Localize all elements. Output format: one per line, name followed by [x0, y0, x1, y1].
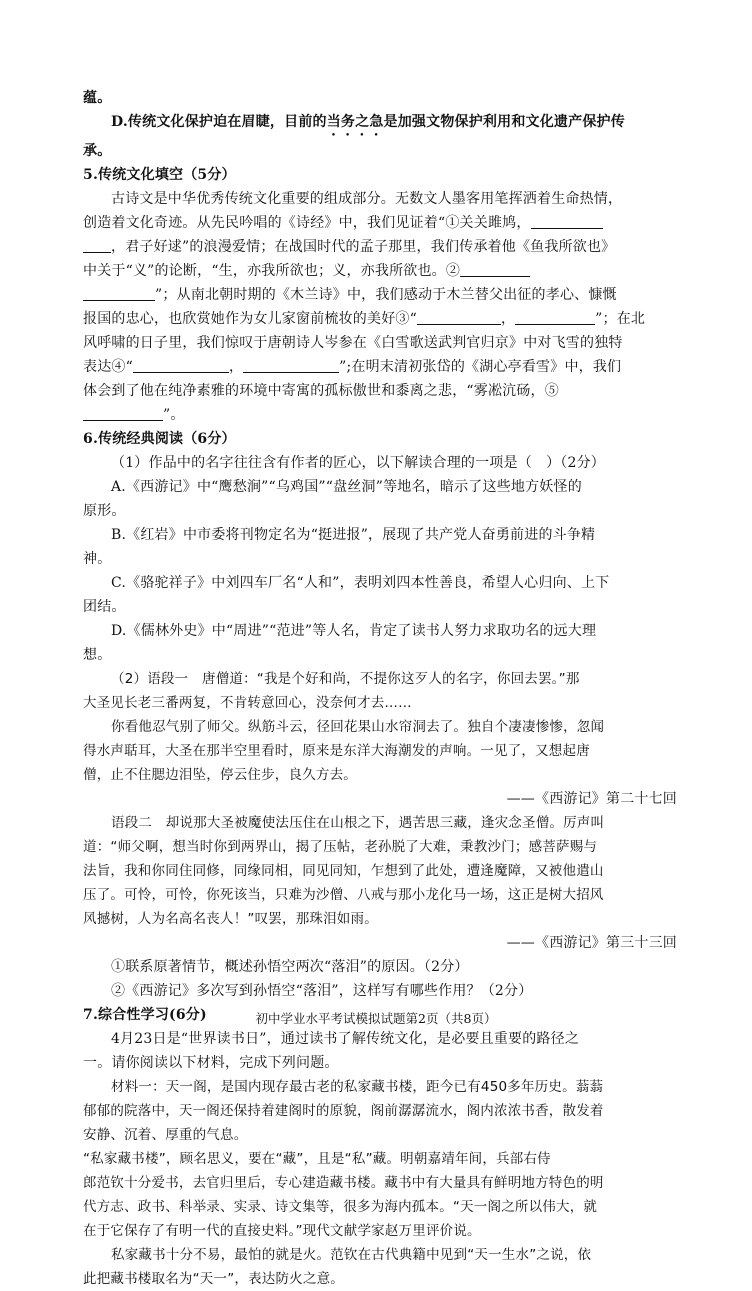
text-line: 报国的忠心，也欣赏她作为女儿家窗前梳妆的美好③“ ， ”；在北: [83, 311, 646, 327]
text-line: ”；从南北朝时期的《木兰诗》中，我们感动于木兰替父出征的孝心、慷慨: [83, 283, 677, 307]
text-line: 私家藏书十分不易，最怕的就是火。范钦在古代典籍中见到“天一生水”之说，依: [111, 1247, 592, 1263]
sub-question-1: （1）作品中的名字往往含有作者的匠心，以下解读合理的一项是（ ）（2分）: [111, 455, 606, 471]
text-line: ，君子好逑”的浪漫爱情；在战国时代的孟子那里，我们传承着他《鱼我所欲也》: [83, 235, 677, 259]
option-b: B.《红岩》中市委将刊物定名为“挺进报”，展现了共产党人奋勇前进的斗争精: [111, 527, 596, 543]
intro-text: 4月23日是“世界读书日”，通过读书了解传统文化，是必要且重要的路径之: [111, 1031, 580, 1047]
option-d: D.《儒林外史》中“周进”“范进”等人名，肯定了读书人努力求取功名的远大理: [111, 623, 597, 639]
text-line: 风撼树，人为名高名丧人！”叹罢，那珠泪如雨。: [83, 911, 378, 927]
blank-3b[interactable]: [515, 310, 595, 325]
text-line: 法旨，我和你同住同修，同缘同相，同见同知，乍想到了此处，遭逢魔障，又被他遣山: [83, 863, 604, 879]
option-a: A.《西游记》中“鹰愁涧”“乌鸡国”“盘丝洞”等地名，暗示了这些地方妖怪的: [111, 479, 582, 495]
question-6-title: 6.传统经典阅读（6分）: [83, 431, 236, 447]
sub-question-2-1: ①联系原著情节，概述孙悟空两次“落泪”的原因。（2分）: [111, 959, 469, 975]
blank-1a[interactable]: [531, 214, 603, 229]
question-7-title: 7.综合性学习(6分): [83, 1007, 207, 1023]
text-line: 安静、沉着、厚重的气息。: [83, 1127, 248, 1143]
blank-4b[interactable]: [243, 358, 339, 373]
text-line: 郎范钦十分爱书，去官归里后，专心建造藏书楼。藏书中有大量具有鲜明地方特色的明: [83, 1175, 604, 1191]
text-line: 古诗文是中华优秀传统文化重要的组成部分。无数文人墨客用笔挥洒着生命热情，: [111, 191, 623, 207]
text-line: 神。: [83, 551, 112, 567]
page-footer: 初中学业水平考试模拟试题第2页（共8页）: [255, 1011, 497, 1026]
text-line: “私家藏书楼”，顾名思义，要在“藏”，且是“私”藏。明朝嘉靖年间，兵部右侍: [83, 1151, 551, 1167]
text-line: 在于它保存了有明一代的直接史料。”现代文献学家赵万里评价说。: [83, 1223, 481, 1239]
text-line: 原形。: [83, 503, 126, 519]
text-line: 此把藏书楼取名为“天一”，表达防火之意。: [83, 1271, 344, 1287]
text-line: 风呼啸的日子里，我们惊叹于唐朝诗人岑参在《白雪歌送武判官归京》中对飞雪的独特: [83, 335, 623, 351]
text-line: 想。: [83, 647, 112, 663]
question-5-title: 5.传统文化填空（5分）: [83, 167, 236, 183]
text-line: 表达④“ ， ”;在明末清初张岱的《湖心亭看雪》中，我们: [83, 359, 622, 375]
text-line: 代方志、政书、科举录、实录、诗文集等，很多为海内孤本。“天一阁之所以伟大，就: [83, 1199, 598, 1215]
text-line: 郁郁的院落中，天一阁还保持着建阁时的原貌，阁前潺潺流水，阁内浓浓书香，散发着: [83, 1103, 604, 1119]
source-citation: ——《西游记》第二十七回: [506, 791, 677, 807]
text-line: ”。: [83, 403, 677, 427]
text-line: 体会到了他在纯净素雅的环境中寄寓的孤标傲世和黍离之悲，“雾凇沆砀，⑤: [83, 383, 559, 399]
passage-2: 语段二 却说那大圣被魔使法压住在山根之下，遇苦思三藏，逢灾念圣僧。厉声叫: [111, 815, 605, 831]
emphasis-text: 当务之急: [326, 114, 384, 130]
material-1: 材料一：天一阁，是国内现存最古老的私家藏书楼，距今已有450多年历史。蓊蓊: [111, 1079, 604, 1095]
blank-2a[interactable]: [460, 262, 530, 277]
text-line: 团结。: [83, 599, 126, 615]
text-line: 道：“师父啊，想当时你到两界山，揭了压帖，老孙脱了大难，秉教沙门；感菩萨赐与: [83, 839, 598, 855]
passage-1: （2）语段一 唐僧道：“我是个好和尚，不提你这歹人的名字，你回去罢。”那: [111, 671, 580, 687]
text-line: 压了。可怜，可怜，你死该当，只难为沙僧、八戒与那小龙化马一场，这正是树大招风: [83, 887, 604, 903]
blank-5a[interactable]: [83, 406, 163, 421]
text-line: 蕴。: [83, 90, 112, 106]
option-c: C.《骆驼祥子》中刘四车厂名“人和”，表明刘四本性善良，希望人心归向、上下: [111, 575, 610, 591]
blank-4a[interactable]: [133, 358, 229, 373]
blank-1b[interactable]: [83, 238, 111, 253]
blank-2b[interactable]: [83, 286, 155, 301]
text-line: 僧，止不住腮边泪坠，停云住步，良久方去。: [83, 767, 357, 783]
source-citation: ——《西游记》第三十三回: [506, 935, 677, 951]
option-d: D.传统文化保护迫在眉睫，目前的当务之急是加强文物保护利用和文化遗产保护传: [111, 114, 625, 130]
sub-question-2-2: ②《西游记》多次写到孙悟空“落泪”，这样写有哪些作用？（2分）: [111, 983, 533, 999]
text-line: 一。请你阅读以下材料，完成下列问题。: [83, 1055, 339, 1071]
text-line: 承。: [83, 143, 112, 159]
text-line: 你看他忍气别了师父。纵筋斗云，径回花果山水帘洞去了。独自个凄凄惨惨，忽闻: [111, 719, 605, 735]
text-line: 得水声聒耳，大圣在那半空里看时，原来是东洋大海潮发的声响。一见了，又想起唐: [83, 743, 590, 759]
blank-3a[interactable]: [417, 310, 501, 325]
text-line: 大圣见长老三番两复，不肯转意回心，没奈何才去……: [83, 695, 412, 711]
text-line: 中关于“义”的论断，“生，亦我所欲也；义，亦我所欲也。②: [83, 259, 677, 283]
page-body: [83, 86, 677, 1291]
text-line: 创造着文化奇迹。从先民吟唱的《诗经》中，我们见证着“①关关雎鸠，: [83, 211, 677, 235]
